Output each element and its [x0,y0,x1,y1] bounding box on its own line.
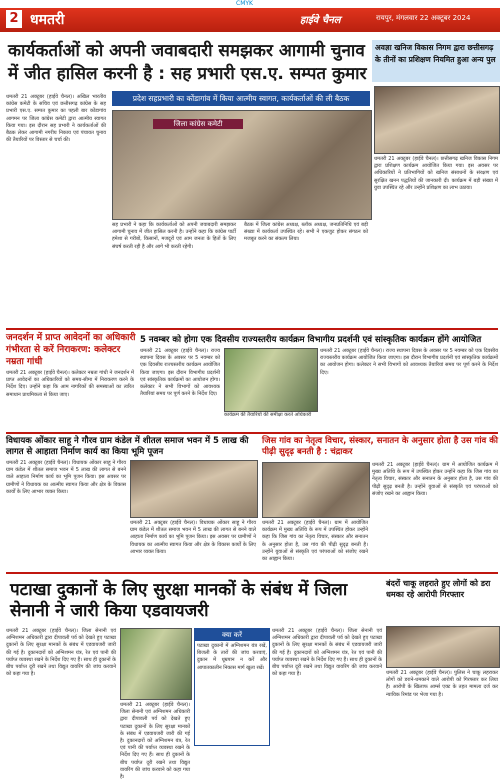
collector-text: धमतरी 21 अक्टूबर (हाईवे चैनल)। कलेक्टर नम्रता गांधी ने जनदर्शन में प्राप्त आवेदनों का अधिकारियों को समय-सीमा में निराकरण करने के निर्देश दिए। उन्होंने कहा कि आम नागरिकों की समस्याओं का त्वरित समाधान प्राथमिकता से किया जाए। [6,370,134,398]
photo-banner: जिला कांग्रेस कमेटी [153,119,243,129]
mla-text-cont: धमतरी 21 अक्टूबर (हाईवे चैनल)। विधायक ओंकार साहू ने गौरव ग्राम कंडेल में शीतल समाज भवन में 5 लाख की लागत से बनने वाले आहाता निर्माण कार्य का भूमि पूजन किया। इस अवसर पर ग्रामीणों ने विधायक का आत्मीय स्वागत किया और क्षेत्र के विकास कार्यों के लिए आभार व्यक्त किया। [130,520,256,555]
event-text: धमतरी 21 अक्टूबर (हाईवे चैनल)। राज्य स्थापना दिवस के अवसर पर 5 नवम्बर को एक दिवसीय राज्यस्तरीय कार्यक्रम आयोजित किया जाएगा। इस दौरान विभागीय प्रदर्शनी एवं सांस्कृतिक कार्यक्रमों का आयोजन होगा। कलेक्टर ने सभी विभागों को आवश्यक तैयारियां समय पर पूर्ण करने के निर्देश दिए। [140,348,220,398]
paper-name: हाईवे चैनल [300,15,341,26]
mla-text: धमतरी 21 अक्टूबर (हाईवे चैनल)। विधायक ओंकार साहू ने गौरव ग्राम कंडेल में शीतल समाज भवन में 5 लाख की लागत से बनने वाले आहाता निर्माण कार्य का भूमि पूजन किया। इस अवसर पर ग्रामीणों ने विधायक का आत्मीय स्वागत किया और क्षेत्र के विकास कार्यों के लिए आभार व्यक्त किया। [6,460,126,495]
mla-photo [130,460,258,518]
collector-headline: जनदर्शन में प्राप्त आवेदनों का अधिकारी गंभीरता से करें निराकरण: कलेक्टर नम्रता गांधी [6,333,136,367]
firecracker-col-1: धमतरी 21 अक्टूबर (हाईवे चैनल)। जिला सेनानी एवं अग्निशमन अधिकारी द्वारा दीपावली पर्व को देखते हुए पटाखा दुकानों के लिए सुरक्षा मानकों के संबंध में एडवायजरी जारी की गई है। दुकानदारों को अग्निशमन यंत्र, रेत एवं पानी की पर्याप्त व्यवस्था रखने के निर्देश दिए गए हैं। साथ ही दुकानों के बीच पर्याप्त दूरी रखने तथा विद्युत वायरिंग की जांच करवाने को कहा गया है। [6,628,116,678]
side-top-photo [374,86,500,154]
dateline: रायपुर, मंगलवार 22 अक्टूबर 2024 [376,14,471,22]
page-number: 2 [6,10,22,28]
village-photo [262,462,370,518]
firecracker-col-3: धमतरी 21 अक्टूबर (हाईवे चैनल)। जिला सेनानी एवं अग्निशमन अधिकारी द्वारा दीपावली पर्व को देखते हुए पटाखा दुकानों के लिए सुरक्षा मानकों के संबंध में एडवायजरी जारी की गई है। दुकानदारों को अग्निशमन यंत्र, रेत एवं पानी की पर्याप्त व्यवस्था रखने के निर्देश दिए गए हैं। साथ ही दुकानों के बीच पर्याप्त दूरी रखने तथा विद्युत वायरिंग की जांच करवाने को कहा गया है। [272,628,382,678]
firecracker-headline: पटाखा दुकानों के लिए सुरक्षा मानकों के संबंध में जिला सेनानी ने जारी किया एडवायजरी [10,580,348,621]
side-top-headline: अवज्ञा खनिज विकास निगम द्वारा छत्तीसगढ़ के तीनों का प्रशिक्षण नियमित हुआ अन्य पुल [372,40,500,82]
cmyk-mark: CMYK [236,0,253,7]
divider [6,328,498,330]
advice-box-text: पटाखा दुकानों में अग्निशमन यंत्र रखें, बिजली के तारों की जांच करवाएं, दुकान में धूम्रपान न करें और आपातकालीन निकास मार्ग खुला रखें। [197,643,267,671]
advice-box [194,628,270,746]
lead-subhead: प्रदेश सहप्रभारी का कोंडागांव में किया आत्मीय स्वागत, कार्यकर्ताओं की ली बैठक [112,91,370,106]
village-headline: जिस गांव का नेतृत्व विचार, संस्कार, सनातन के अनुसार होता है उस गांव की पीढ़ी सुदृढ़ बनती है : चंद्राकर [262,436,498,457]
section-title: धमतरी [30,12,65,28]
arrest-text: धमतरी 21 अक्टूबर (हाईवे चैनल)। पुलिस ने चाकू लहराकर लोगों को डराने-धमकाने वाले आरोपी को गिरफ्तार कर लिया है। आरोपी के खिलाफ आर्म्स एक्ट के तहत मामला दर्ज कर न्यायिक रिमांड पर भेजा गया है। [386,670,498,698]
event-photo [224,348,318,412]
lead-col-2: सह प्रभारी ने कहा कि कार्यकर्ताओं को अपनी जवाबदारी समझकर आगामी चुनाव में जीत हासिल करनी है। उन्होंने कहा कि कांग्रेस पार्टी हमेशा से गरीबों, किसानों, मजदूरों एवं आम जनता के हितों के लिए संघर्ष करती रही है और आगे भी करती रहेगी। [112,222,236,250]
village-text-cont: धमतरी 21 अक्टूबर (हाईवे चैनल)। ग्राम में आयोजित कार्यक्रम में मुख्य अतिथि के रूप में उपस्थित होकर उन्होंने कहा कि जिस गांव का नेतृत्व विचार, संस्कार और सनातन के अनुसार होता है, उस गांव की पीढ़ी सुदृढ़ बनती है। उन्होंने युवाओं से संस्कृति एवं परंपराओं को संजोए रखने का आह्वान किया। [372,462,498,497]
lead-headline: कार्यकर्ताओं को अपनी जवाबदारी समझकर आगामी चुनाव में जीत हासिल करनी है : सह प्रभारी एस.ए. सम्पत कुमार [8,41,367,84]
village-text: धमतरी 21 अक्टूबर (हाईवे चैनल)। ग्राम में आयोजित कार्यक्रम में मुख्य अतिथि के रूप में उपस्थित होकर उन्होंने कहा कि जिस गांव का नेतृत्व विचार, संस्कार और सनातन के अनुसार होता है, उस गांव की पीढ़ी सुदृढ़ बनती है। उन्होंने युवाओं से संस्कृति एवं परंपराओं को संजोए रखने का आह्वान किया। [262,520,368,563]
lead-col-3: बैठक में जिला कांग्रेस अध्यक्ष, ब्लॉक अध्यक्ष, जनप्रतिनिधि एवं बड़ी संख्या में कार्यकर्ता उपस्थित रहे। सभी ने एकजुट होकर संगठन को मजबूत करने का संकल्प लिया। [244,222,368,243]
side-top-text: धमतरी 21 अक्टूबर (हाईवे चैनल)। छत्तीसगढ़ खनिज विकास निगम द्वारा प्रशिक्षण कार्यक्रम आयोजित किया गया। इस अवसर पर अधिकारियों ने प्रतिभागियों को खनिज संसाधनों के संरक्षण एवं सुरक्षित खनन पद्धतियों की जानकारी दी। कार्यक्रम में बड़ी संख्या में युवा उपस्थित रहे और उन्होंने प्रशिक्षण का लाभ उठाया। [374,156,498,191]
arrest-photo [386,626,500,668]
arrest-headline: बंदरों चाकू लहराते हुए लोगों को डरा धमका रहे आरोपी गिरफ्तार [386,579,491,599]
firecracker-photo [120,628,192,700]
event-text-cont: धमतरी 21 अक्टूबर (हाईवे चैनल)। राज्य स्थापना दिवस के अवसर पर 5 नवम्बर को एक दिवसीय राज्यस्तरीय कार्यक्रम आयोजित किया जाएगा। इस दौरान विभागीय प्रदर्शनी एवं सांस्कृतिक कार्यक्रमों का आयोजन होगा। कलेक्टर ने सभी विभागों को आवश्यक तैयारियां समय पर पूर्ण करने के निर्देश दिए। [320,348,498,376]
lead-col-1: धमतरी 21 अक्टूबर (हाईवे चैनल)। अखिल भारतीय कांग्रेस कमेटी के सचिव एवं छत्तीसगढ़ कांग्रेस के सह प्रभारी एस.ए. सम्पत कुमार का पहली बार कोंडागांव आगमन पर जिला कांग्रेस कमेटी द्वारा आत्मीय स्वागत किया गया। इस दौरान सह प्रभारी ने कार्यकर्ताओं की बैठक लेकर आगामी नगरीय निकाय एवं पंचायत चुनाव की तैयारियों पर विस्तार से चर्चा की। [6,94,106,144]
divider [6,572,498,574]
event-headline: 5 नवम्बर को होगा एक दिवसीय राज्यस्तरीय कार्यक्रम विभागीय प्रदर्शनी एवं सांस्कृतिक कार्यक्रम होंगे आयोजित [140,335,482,345]
lead-photo [112,110,372,220]
mla-headline: विधायक ओंकार साहू ने गौरव ग्राम कंडेल में शीतल समाज भवन में 5 लाख की लागत से आहाता निर्माण कार्य का किया भूमि पूजन [6,436,249,457]
divider [6,432,498,434]
event-photo-caption: कार्यक्रम की तैयारियों की समीक्षा करते अधिकारी [224,412,312,418]
firecracker-col-2: धमतरी 21 अक्टूबर (हाईवे चैनल)। जिला सेनानी एवं अग्निशमन अधिकारी द्वारा दीपावली पर्व को देखते हुए पटाखा दुकानों के लिए सुरक्षा मानकों के संबंध में एडवायजरी जारी की गई है। दुकानदारों को अग्निशमन यंत्र, रेत एवं पानी की पर्याप्त व्यवस्था रखने के निर्देश दिए गए हैं। साथ ही दुकानों के बीच पर्याप्त दूरी रखने तथा विद्युत वायरिंग की जांच करवाने को कहा गया है। [120,702,190,781]
advice-box-head: क्या करें [195,629,269,641]
